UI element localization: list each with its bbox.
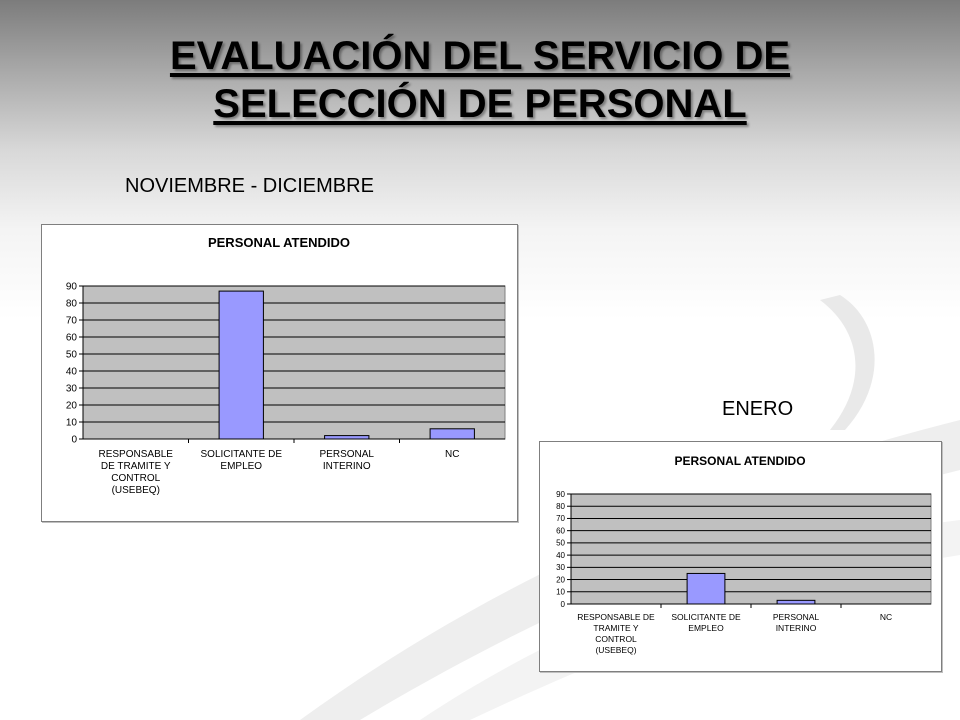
chart2-category-label: EMPLEO xyxy=(688,623,724,633)
chart1-y-tick-label: 80 xyxy=(65,298,77,310)
chart2-y-tick-label: 10 xyxy=(556,587,565,597)
chart1-y-tick-label: 20 xyxy=(65,400,77,412)
chart2-y-tick-label: 70 xyxy=(556,514,565,524)
period-label-nov-dic: NOVIEMBRE - DICIEMBRE xyxy=(125,175,374,197)
chart1-y-tick-label: 0 xyxy=(71,434,77,446)
chart1-y-tick-label: 70 xyxy=(65,315,77,327)
chart2-y-tick-label: 20 xyxy=(556,575,565,585)
chart-nov-dic xyxy=(41,224,518,522)
chart2-category-label: PERSONAL xyxy=(772,612,820,622)
chart1-plot-area xyxy=(83,286,505,439)
chart1-y-tick-label: 50 xyxy=(65,349,77,361)
chart2-y-tick-label: 50 xyxy=(556,538,565,548)
chart2-category-label: SOLICITANTE DE xyxy=(671,612,741,622)
chart1-category-label: RESPONSABLE xyxy=(98,449,173,460)
chart2-y-tick-label: 0 xyxy=(560,599,565,609)
chart2-y-tick-label: 60 xyxy=(556,526,565,536)
chart-enero xyxy=(539,441,942,672)
chart2-category-label: INTERINO xyxy=(775,623,817,633)
chart2-category-label: RESPONSABLE DE xyxy=(577,612,655,622)
chart1-category-label: PERSONAL xyxy=(319,449,374,460)
chart1-category-label: (USEBEQ) xyxy=(111,485,160,496)
chart1-bar xyxy=(219,291,263,439)
chart-enero-svg xyxy=(540,442,941,671)
chart2-category-label: TRAMITE Y xyxy=(593,623,639,633)
chart2-bar xyxy=(687,573,725,604)
chart1-category-label: INTERINO xyxy=(322,461,371,472)
chart2-y-tick-label: 80 xyxy=(556,502,565,512)
chart1-bar xyxy=(325,436,369,439)
chart2-plot-area xyxy=(571,494,931,604)
chart2-bar xyxy=(777,600,815,604)
chart1-y-tick-label: 90 xyxy=(65,281,77,293)
chart2-y-tick-label: 40 xyxy=(556,550,565,560)
chart1-category-label: CONTROL xyxy=(111,473,161,484)
chart2-y-tick-label: 90 xyxy=(556,489,565,499)
chart1-title: PERSONAL ATENDIDO xyxy=(207,235,351,250)
chart2-category-label: CONTROL xyxy=(595,634,637,644)
chart1-y-tick-label: 40 xyxy=(65,366,77,378)
chart2-y-tick-label: 30 xyxy=(556,563,565,573)
title-line-2: SELECCIÓN DE PERSONAL xyxy=(213,82,747,126)
chart2-title: PERSONAL ATENDIDO xyxy=(674,454,806,468)
chart2-category-label: NC xyxy=(879,612,893,622)
chart1-y-tick-label: 30 xyxy=(65,383,77,395)
period-label-enero: ENERO xyxy=(722,398,794,420)
chart1-category-label: NC xyxy=(445,449,460,460)
chart2-category-label: (USEBEQ) xyxy=(595,645,637,655)
chart1-y-tick-label: 60 xyxy=(65,332,77,344)
slide-title xyxy=(60,32,900,128)
title-line-1: EVALUACIÓN DEL SERVICIO DE xyxy=(169,34,791,78)
chart1-category-label: DE TRAMITE Y xyxy=(100,461,171,472)
chart1-category-label: SOLICITANTE DE xyxy=(200,449,282,460)
chart1-y-tick-label: 10 xyxy=(65,417,77,429)
chart-nov-dic-svg xyxy=(42,225,517,521)
chart1-category-label: EMPLEO xyxy=(220,461,263,472)
chart1-bar xyxy=(430,429,474,439)
